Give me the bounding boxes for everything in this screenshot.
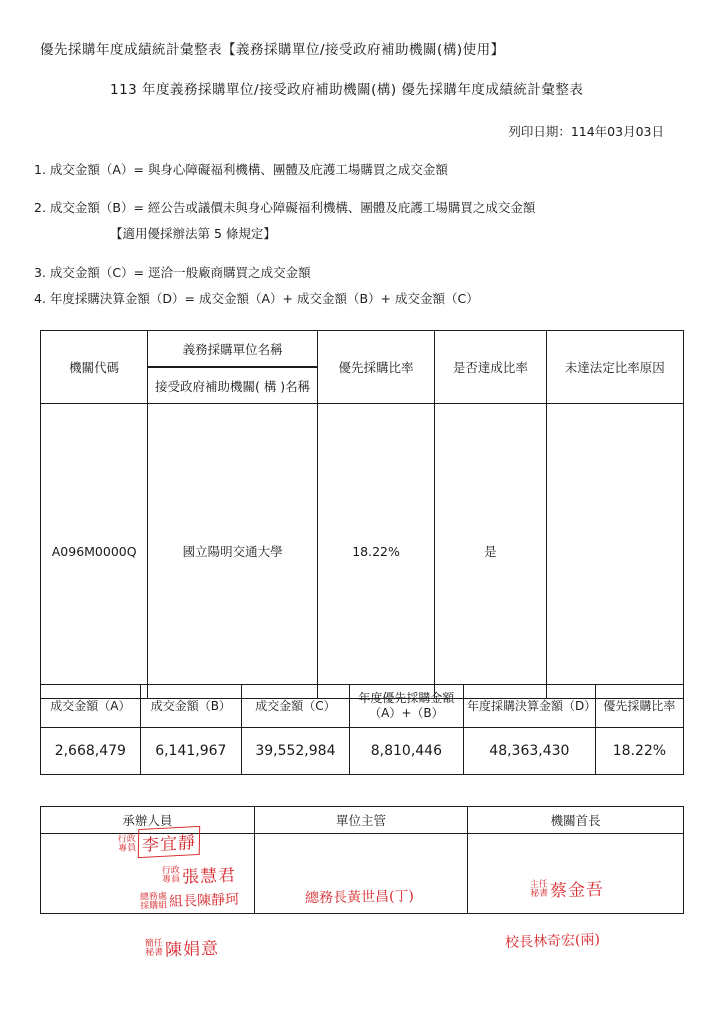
totals-header-amount-c bbox=[241, 685, 349, 728]
totals-header-amount-b-line1: 成交金額（B） bbox=[150, 698, 231, 713]
stamp-title-4: 簡任 秘書 bbox=[144, 938, 164, 958]
cell-unmet-reason bbox=[546, 404, 683, 699]
totals-header-ratio-line1: 優先採購比率 bbox=[603, 698, 676, 713]
stamp-name-7: 校長林奇宏(兩) bbox=[504, 931, 601, 952]
signature-table bbox=[40, 806, 684, 914]
totals-value-ratio: 18.22% bbox=[595, 728, 683, 775]
cell-priority-ratio: 18.22% bbox=[317, 404, 434, 699]
cell-unit-name: 國立陽明交通大學 bbox=[148, 404, 318, 699]
stamp-name-5: 總務長黃世昌(丁) bbox=[304, 888, 415, 907]
totals-header-amount-a-line1: 成交金額（A） bbox=[50, 698, 131, 713]
stamp-name-2: 張慧君 bbox=[181, 865, 237, 888]
totals-value-final-amount: 48,363,430 bbox=[463, 728, 595, 775]
header-unit-name-line1: 義務採購單位名稱 bbox=[148, 331, 318, 367]
totals-header-row bbox=[41, 685, 684, 728]
table-header-row bbox=[41, 331, 684, 367]
note-item-2-sub: 【適用優採辦法第 5 條規定】 bbox=[110, 226, 276, 241]
stamp-name-3: 組長陳靜珂 bbox=[168, 891, 240, 911]
header-unmet-reason: 未達法定比率原因 bbox=[546, 331, 683, 404]
note-item-4: 4. 年度採購決算金額（D）= 成交金額（A）+ 成交金額（B）+ 成交金額（C） bbox=[34, 291, 479, 306]
page-title: 優先採購年度成績統計彙整表【義務採購單位/接受政府補助機關(構)使用】 bbox=[40, 42, 505, 58]
page-subtitle: 113 年度義務採購單位/接受政府補助機關(構) 優先採購年度成績統計彙整表 bbox=[110, 82, 584, 98]
print-date: 列印日期：114年03月03日 bbox=[508, 124, 664, 139]
header-priority-ratio: 優先採購比率 bbox=[317, 331, 434, 404]
note-item-1: 1. 成交金額（A）= 與身心障礙福利機構、團體及庇護工場購買之成交金額 bbox=[34, 162, 448, 177]
signature-cell-agency-head bbox=[468, 834, 684, 914]
totals-value-row bbox=[41, 728, 684, 775]
signature-header-unit-supervisor: 單位主管 bbox=[254, 807, 468, 834]
totals-header-priority-amount-line1: 年度優先採購金額 bbox=[358, 691, 455, 705]
note-item-3: 3. 成交金額（C）= 逕洽一般廠商購買之成交金額 bbox=[34, 265, 311, 280]
stamp-title-2: 行政 專員 bbox=[161, 865, 181, 885]
stamp-name-6: 蔡金吾 bbox=[549, 879, 605, 902]
totals-value-amount-b: 6,141,967 bbox=[140, 728, 241, 775]
amount-totals-table bbox=[40, 684, 684, 775]
totals-value-amount-c: 39,552,984 bbox=[241, 728, 349, 775]
header-ratio-reached: 是否達成比率 bbox=[435, 331, 546, 404]
signature-cell-unit-supervisor bbox=[254, 834, 468, 914]
stamp-handler-4 bbox=[145, 934, 220, 962]
signature-header-row bbox=[41, 807, 684, 834]
header-unit-name-line2: 接受政府補助機關( 構 )名稱 bbox=[148, 368, 318, 404]
header-agency-code: 機關代碼 bbox=[41, 331, 148, 404]
stamp-name-4: 陳娟意 bbox=[164, 938, 220, 961]
totals-header-final-amount-line1: 年度採購決算金額（D） bbox=[466, 698, 597, 713]
table-row bbox=[41, 404, 684, 699]
totals-header-amount-b bbox=[140, 685, 241, 728]
signature-header-handler: 承辦人員 bbox=[41, 807, 255, 834]
totals-header-priority-amount-line2: （A）+（B） bbox=[369, 706, 444, 720]
totals-header-amount-c-line1: 成交金額（C） bbox=[255, 698, 336, 713]
cell-ratio-reached: 是 bbox=[435, 404, 546, 699]
totals-header-final-amount bbox=[463, 685, 595, 728]
signature-header-agency-head: 機關首長 bbox=[468, 807, 684, 834]
stamp-name-1: 李宜靜 bbox=[138, 826, 200, 858]
note-item-2: 2. 成交金額（B）= 經公告或議價未與身心障礙福利機構、團體及庇護工場購買之成交金額 bbox=[34, 200, 536, 215]
totals-header-priority-amount bbox=[349, 685, 463, 728]
totals-header-ratio bbox=[595, 685, 683, 728]
cell-agency-code: A096M0000Q bbox=[41, 404, 148, 699]
stamp-title-1: 行政 專員 bbox=[117, 833, 137, 854]
totals-value-priority-amount: 8,810,446 bbox=[349, 728, 463, 775]
stamp-title-3: 總務處 採購組 bbox=[139, 891, 168, 912]
totals-header-amount-a bbox=[41, 685, 141, 728]
totals-value-amount-a: 2,668,479 bbox=[41, 728, 141, 775]
stamp-title-6: 主任 秘書 bbox=[529, 879, 549, 899]
signature-cell-handler bbox=[41, 834, 255, 914]
agency-summary-table bbox=[40, 330, 684, 699]
stamp-agency-head-2 bbox=[505, 928, 601, 952]
signature-body-row bbox=[41, 834, 684, 914]
